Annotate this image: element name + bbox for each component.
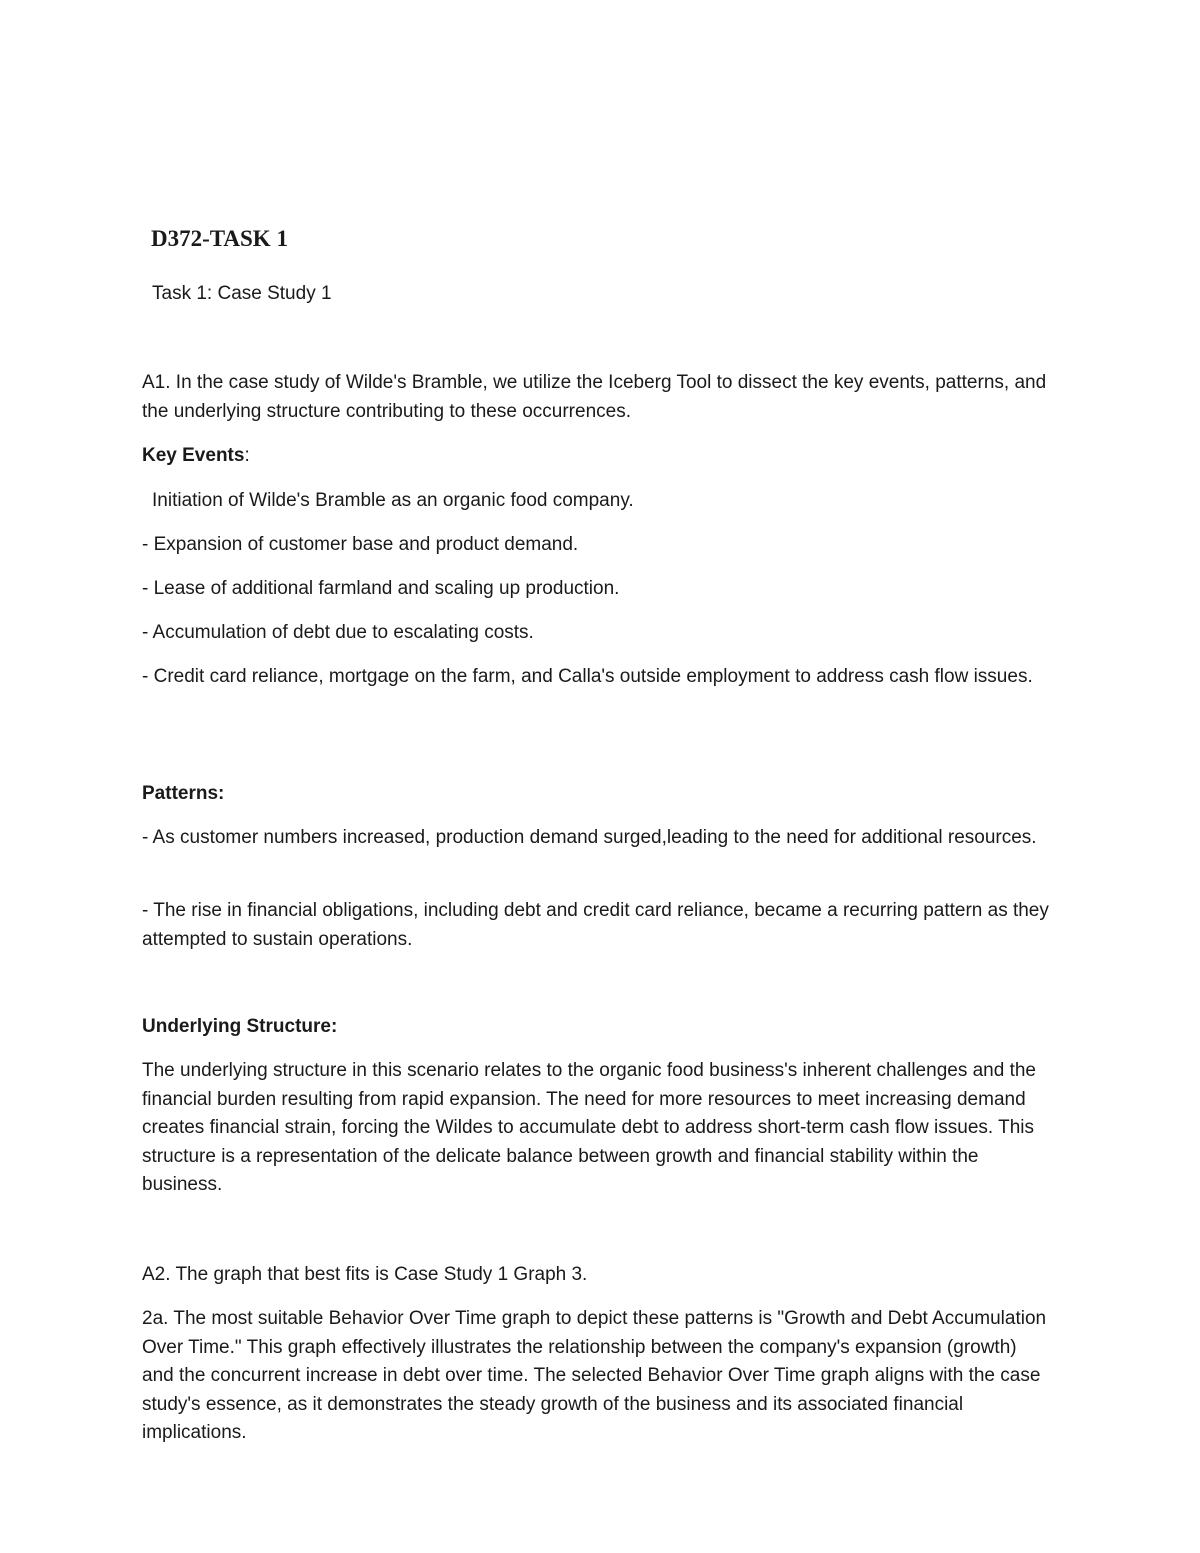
a1-intro-paragraph: A1. In the case study of Wilde's Bramble, we utilize the Iceberg Tool to dissect the key events, patterns, and the underlying structure contributing to these occurrences. [142,372,1047,422]
pattern-item: - The rise in financial obligations, including debt and credit card reliance, became a recurring pattern as they attempted to sustain operations. [142,900,1049,950]
key-event-item: - Credit card reliance, mortgage on the farm, and Calla's outside employment to address cash flow issues. [142,666,1033,687]
key-event-item: - Lease of additional farmland and scaling up production. [142,578,620,599]
underlying-structure-paragraph: The underlying structure in this scenario relates to the organic food business's inherent challenges and the financial burden resulting from rapid expansion. The need for more resources to meet increasing demand creates financial strain, forcing the Wildes to accumulate debt to address short-term cash flow issues. This structure is a representation of the delicate balance between growth and financial stability within the business. [142,1060,1036,1195]
document-title: D372-TASK 1 [151,226,288,251]
key-events-heading-line [142,442,1052,471]
key-events-heading-colon: : [244,445,250,466]
underlying-structure-heading: Underlying Structure: [142,1016,338,1037]
key-event-item: Initiation of Wilde's Bramble as an organic food company. [152,490,634,511]
key-events-heading: Key Events [142,445,245,466]
key-event-item: - Accumulation of debt due to escalating costs. [142,622,534,643]
a2a-paragraph: 2a. The most suitable Behavior Over Time graph to depict these patterns is "Growth and Debt Accumulation Over Time." This graph effectively illustrates the relationship between the company's expansion (growth) and the concurrent increase in debt over time. The selected Behavior Over Time graph aligns with the case study's essence, as it demonstrates the steady growth of the business and its associated financial implications. [142,1308,1047,1443]
key-event-item: - Expansion of customer base and product demand. [142,534,579,555]
document-subtitle: Task 1: Case Study 1 [152,283,332,304]
pattern-item: - As customer numbers increased, production demand surged,leading to the need for additional resources. [142,827,1037,848]
patterns-heading: Patterns: [142,783,225,804]
a2-paragraph: A2. The graph that best fits is Case Study 1 Graph 3. [142,1264,588,1285]
